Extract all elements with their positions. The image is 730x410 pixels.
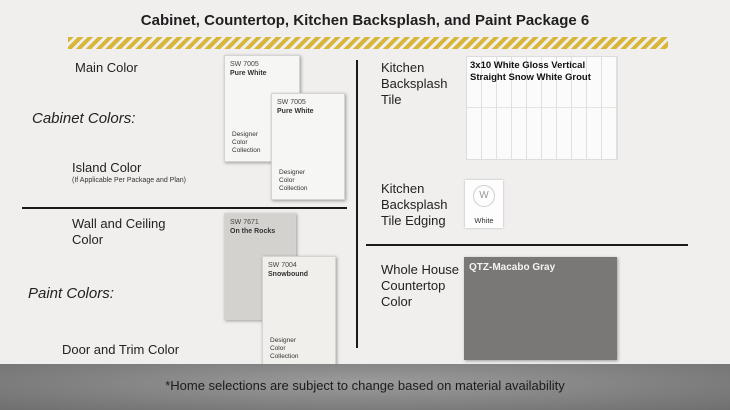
swatch-code: SW 7671 <box>230 219 259 226</box>
swatch-collection: Designer Color Collection <box>270 337 299 360</box>
backsplash-tile-label: Kitchen Backsplash Tile <box>381 60 448 107</box>
backsplash-tile-sample <box>466 56 618 160</box>
swatch-name: Snowbound <box>268 271 309 278</box>
island-color-swatch <box>271 93 345 200</box>
wall-ceiling-color-label: Wall and Ceiling Color <box>72 216 166 247</box>
cabinet-colors-heading: Cabinet Colors: <box>32 110 136 127</box>
page-title: Cabinet, Countertop, Kitchen Backsplash, and Paint Package 6 <box>140 12 590 29</box>
island-color-note: (If Applicable Per Package and Plan) <box>72 177 187 184</box>
countertop-sample <box>464 257 617 360</box>
right-section-divider <box>366 244 688 246</box>
swatch-name: On the Rocks <box>230 228 276 235</box>
left-section-divider <box>22 207 347 209</box>
edging-swatch-label: White <box>474 216 494 225</box>
tile-edging-swatch <box>465 180 503 228</box>
footer-disclaimer: *Home selections are subject to change based on material availability <box>165 378 565 393</box>
backsplash-tile-description: 3x10 White Gloss Vertical Straight Snow White Grout <box>470 60 591 83</box>
vertical-divider <box>356 60 358 348</box>
tile-edging-label: Kitchen Backsplash Tile Edging <box>381 181 448 228</box>
footer-bar <box>0 364 730 410</box>
swatch-code: SW 7005 <box>277 99 306 106</box>
door-trim-color-label: Door and Trim Color <box>62 342 180 357</box>
edging-letter-badge: W <box>473 185 495 207</box>
swatch-name: Pure White <box>277 108 314 115</box>
swatch-collection: Designer Color Collection <box>232 131 261 154</box>
swatch-code: SW 7005 <box>230 61 259 68</box>
island-color-label: Island Color <box>72 160 142 175</box>
main-color-label: Main Color <box>75 60 138 75</box>
trim-color-swatch <box>262 256 336 368</box>
swatch-collection: Designer Color Collection <box>279 169 308 192</box>
title-stripe-divider <box>68 37 668 49</box>
countertop-color-label: Whole House Countertop Color <box>381 262 460 309</box>
swatch-name: Pure White <box>230 70 267 77</box>
swatch-code: SW 7004 <box>268 262 297 269</box>
countertop-sample-name: QTZ-Macabo Gray <box>469 262 556 273</box>
paint-colors-heading: Paint Colors: <box>28 285 114 302</box>
